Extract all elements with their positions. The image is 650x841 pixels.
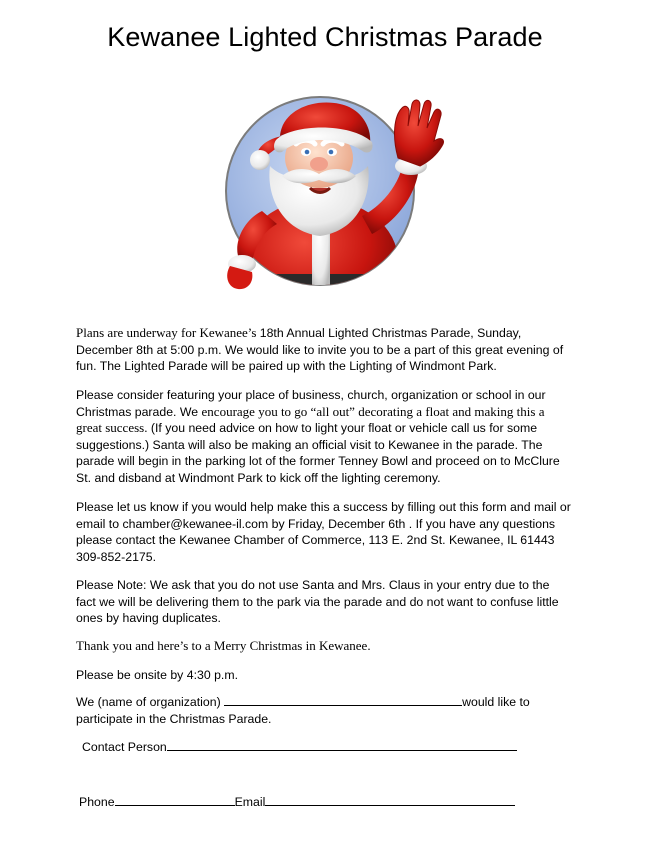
invitation-paragraph [76, 387, 571, 486]
phone-label: Phone [79, 795, 115, 809]
santa-waving-icon [222, 96, 447, 291]
note-paragraph: Please Note: We ask that you do not use Santa and Mrs. Claus in your entry due to the fact we will be delivering them to the park via the parade and do not want to confuse little ones by having duplicates. [76, 578, 559, 625]
organization-name-field[interactable] [224, 693, 462, 706]
phone-field[interactable] [115, 793, 235, 806]
onsite-text: Please be onsite by 4:30 p.m. [76, 668, 239, 682]
intro-paragraph [76, 325, 571, 375]
phone-email-line [79, 793, 574, 811]
invitation-text-b: encourage you to go “all out” decorating a float and making this a great success. [76, 403, 545, 435]
thank-you-text: Thank you and here’s to a Merry Christmas in Kewanee. [76, 638, 371, 653]
contact-person-label: Contact Person [82, 740, 167, 754]
contact-person-field[interactable] [167, 738, 517, 751]
invitation-text-c: (If you need advice on how to light your float or vehicle call us for some suggestions.) Santa will also be making an official visit to Kewanee in the parade. The parade will begin in the parking lot of the former Tenney Bowl and proceed on to McClure St. and disband at Windmont Park to kick off the lighting ceremony. [76, 421, 560, 485]
email-field[interactable] [265, 793, 515, 806]
organization-suffix: would like to participate in the Christmas Parade. [76, 695, 530, 726]
email-label: Email [234, 795, 266, 809]
contact-info-paragraph: Please let us know if you would help make this a success by filling out this form and mail or email to chamber@kewanee-il.com by Friday, December 6th . If you have any questions please contact the Kewanee Chamber of Commerce, 113 E. 2nd St. Kewanee, IL 61443 309-852-2175. [76, 500, 571, 564]
organization-prefix: We (name of organization) [76, 695, 225, 709]
page-title: Kewanee Lighted Christmas Parade [107, 22, 543, 52]
intro-main-text: 18th Annual Lighted Christmas Parade, Sunday, December 8th at 5:00 p.m. We would like to invite you to be a part of this great evening of fun. The Lighted Parade will be paired up with the Lighting of Windmont Park. [76, 326, 564, 373]
invitation-text-a: Please consider featuring your place of business, church, organization or school in our Christmas parade. We [76, 388, 546, 419]
intro-lead-text: Plans are underway for Kewanee’s [76, 325, 260, 340]
contact-person-line [82, 738, 577, 756]
organization-line [76, 693, 571, 727]
